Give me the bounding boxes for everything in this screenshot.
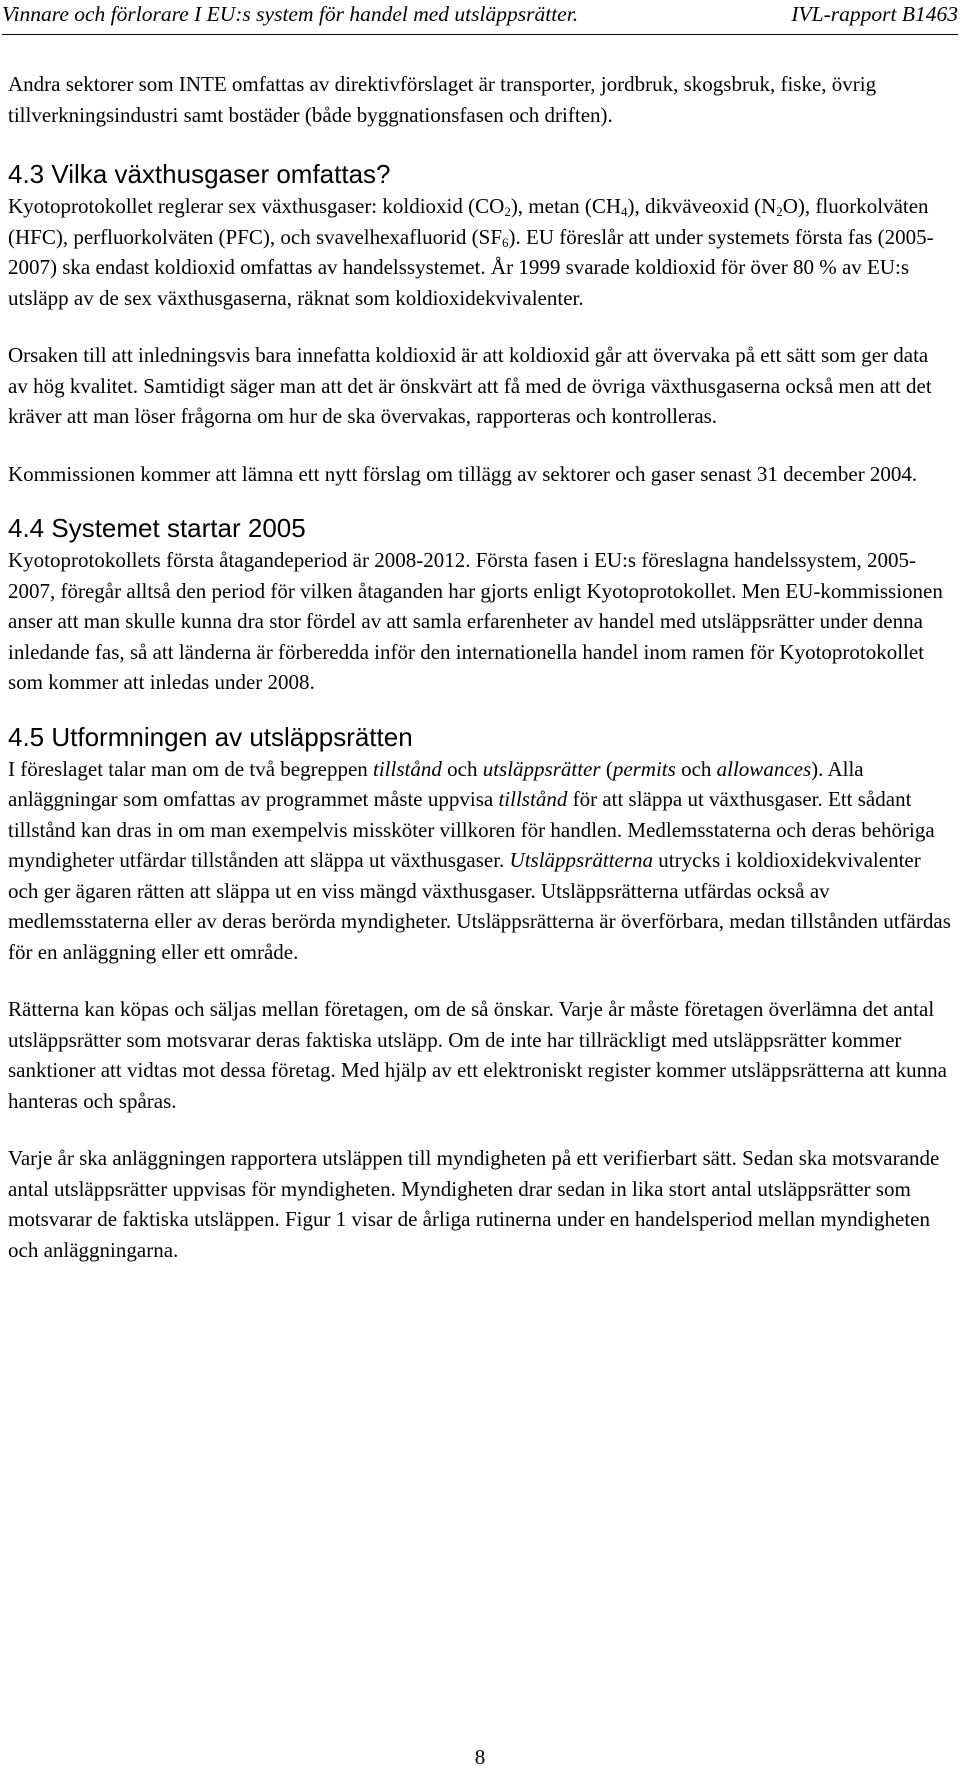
- section-4-5-paragraph-1: I föreslaget talar man om de två begreppen tillstånd och utsläppsrätter (permits och allowances). Alla anläggningar som omfattas av programmet måste uppvisa tillstånd för att släppa ut växthusgaser. Ett sådant tillstånd kan dras in om man exempelvis missköter villkoren för handlen. Medlemsstaterna och deras behöriga myndigheter utfärdar tillstånden att släppa ut växthusgaser. Utsläppsrätterna utrycks i koldioxidekvivalenter och ger ägaren rätten att släppa ut en viss mängd växthusgaser. Utsläppsrätterna utfärdas också av medlemsstaterna eller av deras berörda myndigheter. Utsläppsrätterna är överförbara, medan tillstånden utfärdas för en anläggning eller ett område.: [8, 756, 951, 964]
- section-heading-4-5: 4.5 Utformningen av utsläppsrätten: [8, 721, 413, 752]
- section-heading-4-3: 4.3 Vilka växthusgaser omfattas?: [8, 159, 391, 189]
- section-4-3-paragraph-3: Kommissionen kommer att lämna ett nytt förslag om tillägg av sektorer och gaser senast 31 december 2004.: [8, 461, 918, 486]
- page-number: 8: [474, 1745, 486, 1769]
- intro-paragraph: Andra sektorer som INTE omfattas av direktivförslaget är transporter, jordbruk, skogsbruk, fiske, övrig tillverkningsindustri samt bostäder (både byggnationsfasen och driften).: [8, 72, 877, 127]
- page-content: [8, 69, 952, 1292]
- section-4-5-paragraph-2: Rätterna kan köpas och säljas mellan företagen, om de så önskar. Varje år måste företagen överlämna det antal utsläppsrätter som motsvarar deras faktiska utsläpp. Om de inte har tillräckligt med utsläppsrätter kommer sanktioner att vidtas mot dessa företag. Med hjälp av ett elektroniskt register kommer utsläppsrätterna att kunna hanteras och spåras.: [8, 997, 947, 1113]
- section-4-5-paragraph-3: Varje år ska anläggningen rapportera utsläppen till myndigheten på ett verifierbart sätt. Sedan ska motsvarande antal utsläppsrätter uppvisas för myndigheten. Myndigheten drar sedan in lika stort antal utsläppsrätter som motsvarar de faktiska utsläppen. Figur 1 visar de årliga rutinerna under en handelsperiod mellan myndigheten och anläggningarna.: [8, 1146, 940, 1262]
- header-report-id: IVL-rapport B1463: [791, 2, 958, 26]
- section-4-3-paragraph-2: Orsaken till att inledningsvis bara innefatta koldioxid är att koldioxid går att övervaka på ett sätt som ger data av hög kvalitet. Samtidigt säger man att det är önskvärt att få med de övriga växthusgaserna också men att det kräver att man löser frågorna om hur de ska övervakas, rapporteras och kontrolleras.: [8, 343, 932, 428]
- section-heading-4-4: 4.4 Systemet startar 2005: [8, 513, 306, 543]
- section-4-3-paragraph-1: Kyotoprotokollet reglerar sex växthusgaser: koldioxid $(CO_2)$, metan $(CH_4)$, dikväveoxid $(N_2O)$, fluorkolväten (HFC), perfluorkolväten (PFC), och svavelhexafluorid $(SF_6)$. EU föreslår att under systemets första fas (2005-2007) ska endast koldioxid omfattas av handelssystemet. År 1999 svarade koldioxid för över 80 % av EU:s utsläpp av de sex växthusgaserna, räknat som koldioxidekvivalenter.: [8, 194, 934, 310]
- header-title: Vinnare och förlorare I EU:s system för handel med utsläppsrätter.: [2, 2, 579, 26]
- section-4-4-paragraph-1: Kyotoprotokollets första åtagandeperiod är 2008-2012. Första fasen i EU:s föreslagna handelssystem, 2005-2007, föregår alltså den period för vilken åtaganden har gjorts enligt Kyotoprotokollet. Men EU-kommissionen anser att man skulle kunna dra stor fördel av att samla erfarenheter av handel med utsläppsrätter under denna inledande fas, så att länderna är förberedda inför den internationella handel inom ramen för Kyotoprotokollet som kommer att inledas under 2008.: [8, 548, 943, 694]
- running-header: [2, 0, 958, 35]
